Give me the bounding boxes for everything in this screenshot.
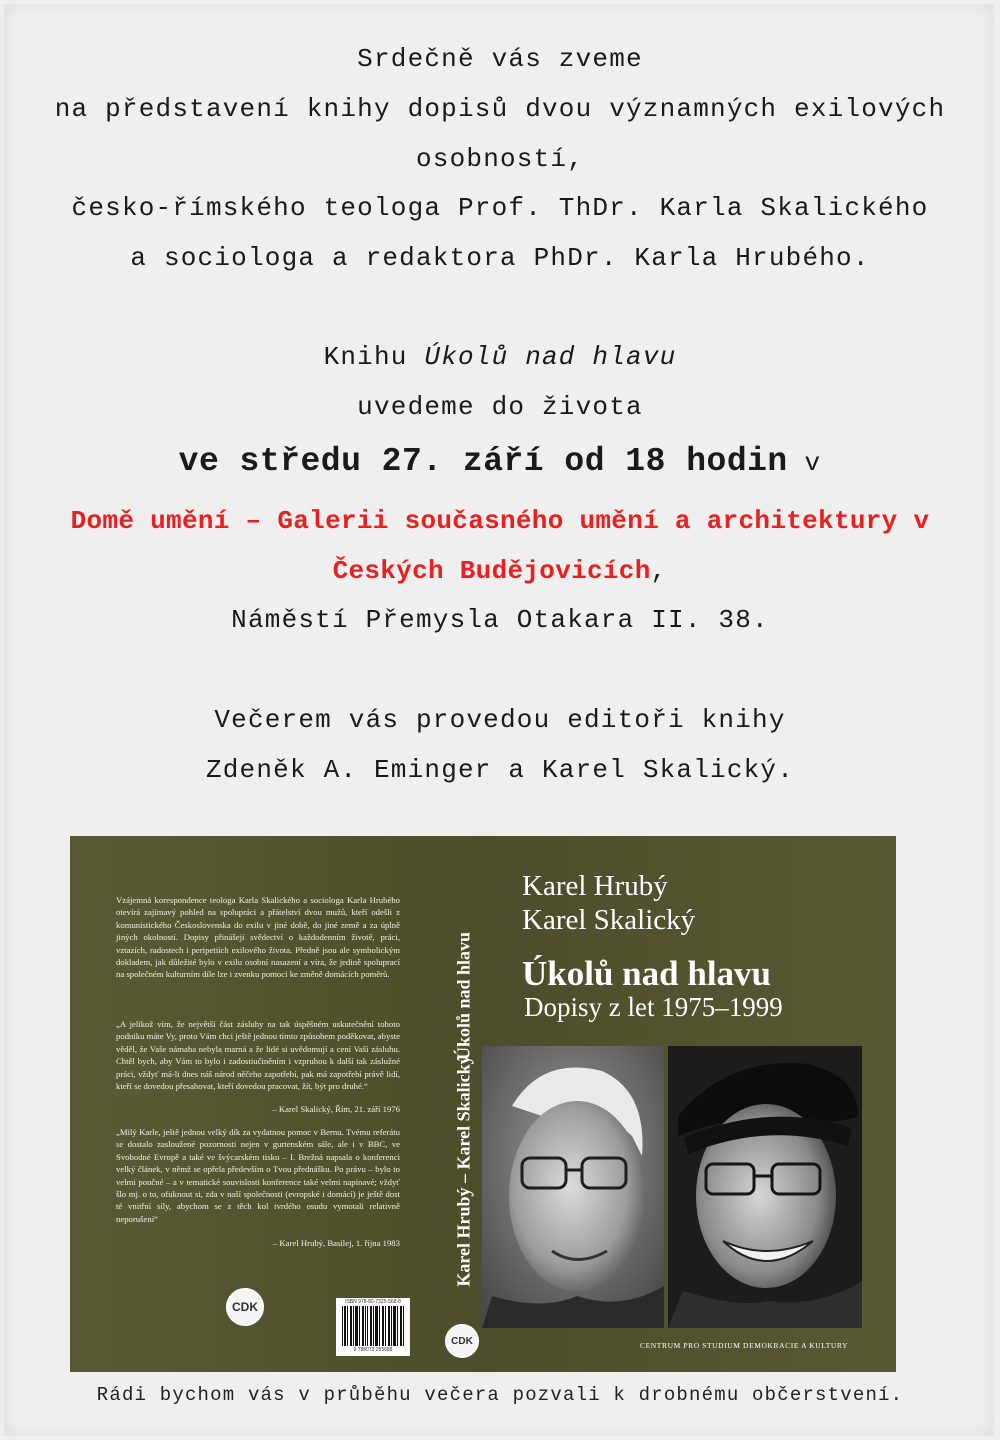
event-date-line	[0, 443, 1000, 480]
book-cover-image	[70, 836, 896, 1372]
back-cover-quote-1: „A jelikož vím, že největší část zásluhy na tak úspěšném uskutečnění tohoto podniku máte Vy, proto Vám chci ještě jednou tímto způsobem poděkovat, abyste věděl, že Vaše námaha nebyla marná a že lidé si uvědomují a cení Vaší zásluhu. Chtěl bych, aby Vám to bylo i zadostiučiněním i vzpruhou k další tak záslužné práci, vždyť má-li dnes náš národ něčeho zapotřebí, pak má zapotřebí právě lidí, kteří se dovedou přesahovat, kteří dovedou pracovat, žít, být pro druhé.“	[116, 1019, 400, 1092]
refreshment-note: Rádi bychom vás v průběhu večera pozvali k drobnému občerstvení.	[96, 1384, 904, 1406]
editors-names: Zdeněk A. Eminger a Karel Skalický.	[205, 755, 795, 785]
invitation-text-line: a sociologa a redaktora PhDr. Karla Hrubého.	[130, 243, 870, 273]
invitation-text-line: uvedeme do života	[357, 392, 643, 422]
portrait-photo-left	[482, 1046, 664, 1328]
spine-authors: Karel Hrubý – Karel Skalický	[453, 1055, 474, 1287]
invitation-heading: Srdečně vás zveme	[357, 44, 643, 74]
cover-author-1: Karel Hrubý	[522, 870, 668, 902]
invitation-text-line: osobností,	[415, 144, 585, 174]
book-title-italic: Úkolů nad hlavu	[424, 342, 677, 372]
book-intro-prefix: Knihu	[323, 342, 425, 372]
barcode-digits: 9 788073 255688	[353, 1347, 393, 1353]
venue-name: Domě umění – Galerii současného umění a architektury v	[70, 506, 930, 536]
invitation-text-line: na představení knihy dopisů dvou významných exilových	[54, 94, 946, 124]
cover-title: Úkolů nad hlavu	[522, 954, 772, 993]
back-cover-quote-2-signature: – Karel Hrubý, Basilej, 1. října 1983	[272, 1238, 400, 1248]
portrait-photo-right	[668, 1046, 862, 1328]
editors-line: Večerem vás provedou editoři knihy	[214, 705, 786, 735]
book-spine	[442, 836, 486, 1372]
back-cover-quote-1-signature: – Karel Skalický, Řím, 21. září 1976	[272, 1104, 400, 1114]
event-date: ve středu 27. září od 18 hodin	[178, 443, 788, 480]
venue-city-line	[0, 556, 1000, 586]
back-cover-blurb: Vzájemná korespondence teologa Karla Skalického a sociologa Karla Hrubého otevírá zajímavý pohled na spolupráci a přátelství dvou mužů, kteří odešli z komunistického Československa do exilu v jiné době, do jiné země a za úplně jiných okolností. Dopisy přinášejí svědectví o každodenním životě, práci, vztazích, radostech i peripetiích exilového života. Předně jsou ale symbolickým dokladem, jak důležité bylo v exilu osobní nasazení a víra, že jedině spoluprací na společném kulturním díle lze i zvenku pomoci ke změně domácích poměrů.	[116, 895, 400, 980]
venue-comma: ,	[650, 556, 668, 586]
cdk-logo-back: CDK	[226, 1288, 264, 1326]
cdk-logo-spine: CDK	[445, 1324, 479, 1358]
venue-address: Náměstí Přemysla Otakara II. 38.	[231, 605, 769, 635]
isbn-text: ISBN 978-80-7325-568-8	[345, 1299, 401, 1305]
book-intro-line	[0, 342, 1000, 372]
cover-subtitle: Dopisy z let 1975–1999	[524, 992, 783, 1022]
back-cover-quote-2: „Milý Karle, ještě jednou velký dík za vydatnou pomoc v Bernu. Tvému referátu se dostalo zasloužené pozornosti nejen v gurtenském sále, ale i v BBC, ve Svobodné Evropě a také ve švýcarském tisku – I. Brežná napsala o konferenci velký článek, v němž se opřela především o Tvou přednášku. Po právu – bylo to velmi poučné – a v tematické souvislosti konference také velmi napínavé; vždyť šlo mj. o to, ofuknout si, zda v naší společnosti (evropské i domácí) je ještě dost té vnitřní síly, abychom se z těch kol tvrdého osudu vymotali relativně neporušení“	[116, 1127, 400, 1224]
event-date-suffix: v	[787, 448, 822, 478]
publisher-name: CENTRUM PRO STUDIUM DEMOKRACIE A KULTURY	[640, 1341, 849, 1350]
invitation-text-line: česko-římského teologa Prof. ThDr. Karla Skalického	[71, 193, 929, 223]
barcode	[336, 1298, 410, 1356]
spine-title: Úkolů nad hlavu	[453, 931, 474, 1061]
cover-author-2: Karel Skalický	[522, 904, 696, 936]
venue-city: Českých Budějovicích	[332, 556, 651, 586]
